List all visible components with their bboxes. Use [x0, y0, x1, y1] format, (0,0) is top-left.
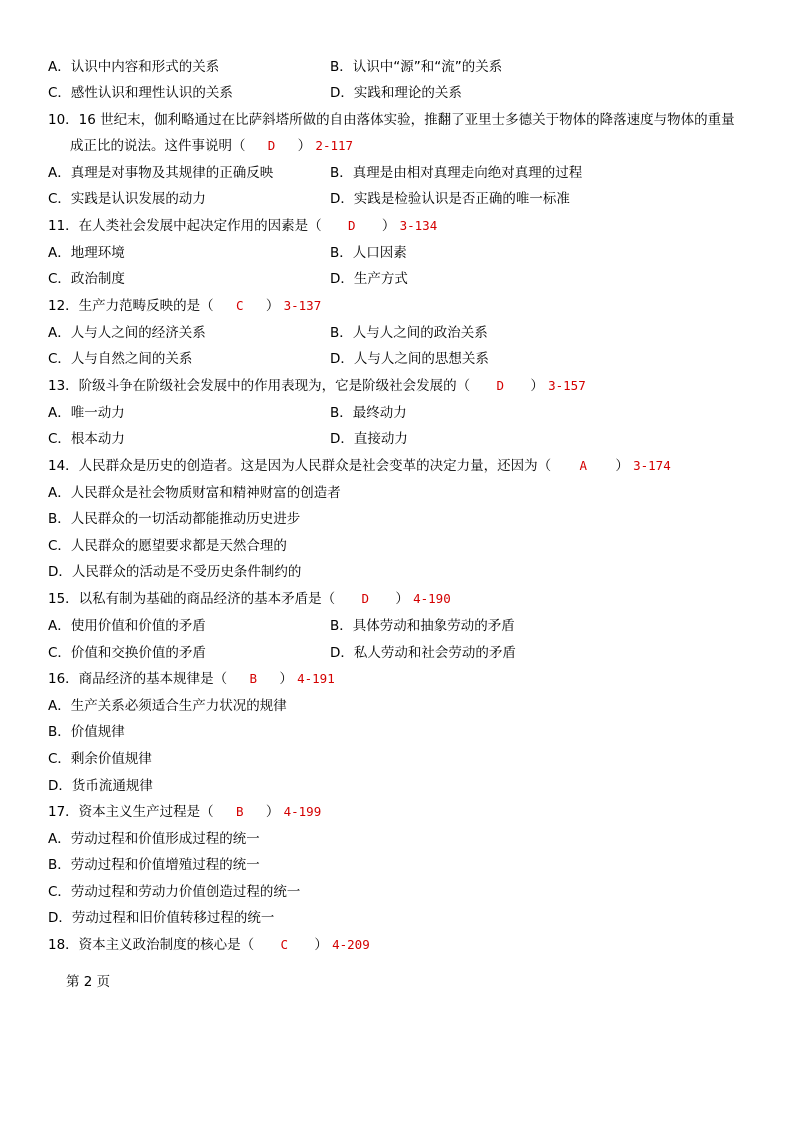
- page-number: 第 2 页: [66, 974, 111, 990]
- reference: 4-199: [283, 804, 322, 819]
- stem-text: 成正比的说法。这件事说明（: [70, 138, 246, 154]
- close-paren: ）: [615, 458, 629, 474]
- option-row: [48, 323, 748, 343]
- option-c: C．人与自然之间的关系: [48, 351, 193, 367]
- option-a: A．人与人之间的经济关系: [48, 325, 206, 341]
- option-row: [48, 269, 748, 289]
- reference: 2-117: [315, 138, 354, 153]
- answer-letter: B: [249, 671, 258, 686]
- option-a: A．劳动过程和价值形成过程的统一: [48, 831, 260, 847]
- answer-letter: C: [235, 298, 244, 313]
- option-b: B．价值规律: [48, 724, 125, 740]
- close-paren: ）: [381, 218, 396, 234]
- option-b: B．最终动力: [330, 405, 407, 421]
- option-c: C．剩余价值规律: [48, 751, 152, 767]
- question-15-stem: [48, 589, 451, 609]
- close-paren: ）: [297, 138, 312, 154]
- option-d: D．货币流通规律: [48, 778, 153, 794]
- option-row: [48, 616, 748, 636]
- answer-letter: D: [496, 378, 505, 393]
- question-12-stem: [48, 296, 321, 316]
- option-d: D．实践是检验认识是否正确的唯一标准: [330, 191, 570, 207]
- question-11-stem: [48, 216, 437, 236]
- option-c: C．价值和交换价值的矛盾: [48, 645, 206, 661]
- answer-letter: B: [235, 804, 244, 819]
- reference: 3-157: [548, 378, 586, 393]
- option-a: A．人民群众是社会物质财富和精神财富的创造者: [48, 485, 341, 501]
- answer-letter: C: [280, 937, 289, 952]
- question-18-stem: [48, 935, 370, 955]
- stem-text: 12．生产力范畴反映的是（: [48, 298, 214, 314]
- stem-text: 16．商品经济的基本规律是（: [48, 671, 228, 687]
- stem-text: 15．以私有制为基础的商品经济的基本矛盾是（: [48, 591, 336, 607]
- option-b: B．人与人之间的政治关系: [330, 325, 488, 341]
- option-b: B．认识中“源”和“流”的关系: [330, 59, 503, 75]
- reference: 3-134: [399, 218, 438, 233]
- option-a: A．地理环境: [48, 245, 125, 261]
- close-paren: ）: [265, 804, 280, 820]
- option-c: C．人民群众的愿望要求都是天然合理的: [48, 538, 287, 554]
- option-d: D．人民群众的活动是不受历史条件制约的: [48, 564, 302, 580]
- option-b: B．劳动过程和价值增殖过程的统一: [48, 857, 260, 873]
- question-14-stem: [48, 456, 671, 476]
- close-paren: ）: [530, 378, 544, 394]
- reference: 4-190: [413, 591, 451, 606]
- option-b: B．人口因素: [330, 245, 407, 261]
- close-paren: ）: [279, 671, 293, 687]
- option-d: D．私人劳动和社会劳动的矛盾: [330, 645, 516, 661]
- option-c: C．劳动过程和劳动力价值创造过程的统一: [48, 884, 301, 900]
- option-row: [48, 83, 748, 103]
- option-d: D．人与人之间的思想关系: [330, 351, 489, 367]
- reference: 4-191: [297, 671, 335, 686]
- option-row: [48, 243, 748, 263]
- option-c: C．感性认识和理性认识的关系: [48, 85, 233, 101]
- stem-text: 11．在人类社会发展中起决定作用的因素是（: [48, 218, 322, 234]
- reference: 3-174: [633, 458, 671, 473]
- option-row: [48, 189, 748, 209]
- option-d: D．劳动过程和旧价值转移过程的统一: [48, 910, 275, 926]
- stem-text: 17．资本主义生产过程是（: [48, 804, 214, 820]
- option-b: B．真理是由相对真理走向绝对真理的过程: [330, 165, 583, 181]
- close-paren: ）: [395, 591, 409, 607]
- question-10-stem: 10．16 世纪末，伽利略通过在比萨斜塔所做的自由落体实验，推翻了亚里士多德关于物体的降落速度与物体的重量: [48, 112, 735, 128]
- option-b: B．具体劳动和抽象劳动的矛盾: [330, 618, 515, 634]
- answer-letter: A: [579, 458, 588, 473]
- option-a: A．真理是对事物及其规律的正确反映: [48, 165, 274, 181]
- option-d: D．直接动力: [330, 431, 408, 447]
- option-row: [48, 163, 748, 183]
- question-17-stem: [48, 802, 321, 822]
- option-b: B．人民群众的一切活动都能推动历史进步: [48, 511, 301, 527]
- reference: 4-209: [332, 937, 370, 952]
- option-row: [48, 349, 748, 369]
- stem-text: 18．资本主义政治制度的核心是（: [48, 937, 255, 953]
- option-c: C．政治制度: [48, 271, 125, 287]
- answer-letter: D: [361, 591, 370, 606]
- option-a: A．认识中内容和形式的关系: [48, 59, 220, 75]
- option-row: [48, 429, 748, 449]
- stem-text: 13．阶级斗争在阶级社会发展中的作用表现为，它是阶级社会发展的（: [48, 378, 471, 394]
- option-a: A．使用价值和价值的矛盾: [48, 618, 206, 634]
- option-c: C．根本动力: [48, 431, 125, 447]
- question-13-stem: [48, 376, 586, 396]
- option-row: [48, 643, 748, 663]
- option-c: C．实践是认识发展的动力: [48, 191, 206, 207]
- option-row: [48, 57, 748, 77]
- close-paren: ）: [314, 937, 328, 953]
- stem-text: 14．人民群众是历史的创造者。这是因为人民群众是社会变革的决定力量，还因为（: [48, 458, 552, 474]
- answer-letter: D: [267, 138, 276, 153]
- answer-letter: D: [347, 218, 356, 233]
- option-row: [48, 403, 748, 423]
- question-10-stem-cont: [70, 136, 353, 156]
- option-d: D．生产方式: [330, 271, 408, 287]
- reference: 3-137: [283, 298, 322, 313]
- close-paren: ）: [265, 298, 280, 314]
- option-d: D．实践和理论的关系: [330, 85, 462, 101]
- question-16-stem: [48, 669, 335, 689]
- option-a: A．生产关系必须适合生产力状况的规律: [48, 698, 287, 714]
- option-a: A．唯一动力: [48, 405, 125, 421]
